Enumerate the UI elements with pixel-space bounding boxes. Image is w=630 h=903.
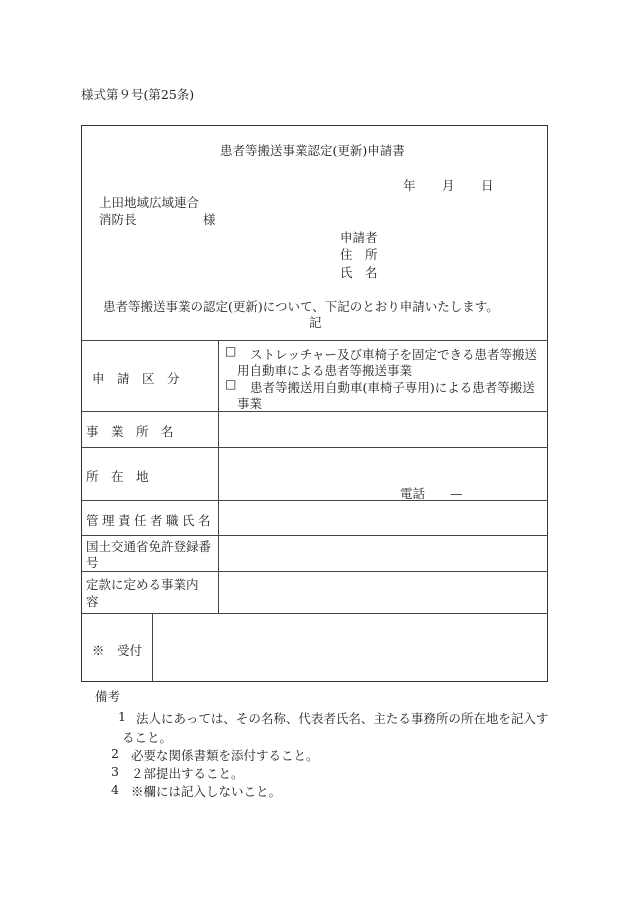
date-day[interactable]: 日 bbox=[481, 178, 494, 193]
option2-checkbox[interactable]: □ bbox=[225, 377, 237, 391]
addressee-chief: 消防長 bbox=[99, 212, 137, 227]
note-number: 3 bbox=[111, 764, 119, 779]
applicant-name-label[interactable]: 氏 名 bbox=[340, 265, 378, 280]
business-label-line1: 定款に定める事業内 bbox=[86, 577, 199, 592]
date-year[interactable]: 年 bbox=[403, 178, 416, 193]
reception-label: ※ 受付 bbox=[92, 643, 143, 658]
office-name-field[interactable] bbox=[219, 412, 547, 446]
office-name-label: 事 業 所 名 bbox=[86, 424, 174, 439]
phone-label: 電話 — bbox=[400, 486, 463, 501]
note-number: 2 bbox=[111, 746, 119, 761]
license-field[interactable] bbox=[219, 536, 547, 570]
option1-text-line2: 用自動車による患者等搬送事業 bbox=[237, 363, 413, 378]
manager-label: 管理責任者職氏名 bbox=[86, 513, 215, 528]
notes-heading: 備考 bbox=[95, 689, 121, 704]
note-number: 4 bbox=[111, 782, 119, 797]
addressee-honorific: 様 bbox=[203, 212, 216, 227]
applicant-label: 申請者 bbox=[340, 230, 378, 245]
date-month[interactable]: 月 bbox=[442, 178, 455, 193]
manager-field[interactable] bbox=[219, 501, 547, 534]
option1-checkbox[interactable]: □ bbox=[225, 344, 237, 358]
addressee-org: 上田地域広域連合 bbox=[99, 195, 200, 210]
note-text-continued: ること。 bbox=[122, 730, 173, 745]
reception-field bbox=[153, 614, 547, 681]
row-divider bbox=[81, 340, 548, 341]
form-number: 様式第９号(第25条) bbox=[81, 87, 195, 102]
location-field[interactable] bbox=[219, 448, 547, 499]
option1-text-line1: ストレッチャー及び車椅子を固定できる患者等搬送 bbox=[250, 347, 538, 362]
form-title: 患者等搬送事業認定(更新)申請書 bbox=[220, 143, 405, 158]
location-label: 所 在 地 bbox=[86, 469, 149, 484]
note-text: 必要な関係書類を添付すること。 bbox=[131, 748, 319, 763]
business-label-line2: 容 bbox=[86, 594, 99, 609]
applicant-address-label[interactable]: 住 所 bbox=[340, 247, 378, 262]
license-label-line2: 号 bbox=[86, 555, 99, 570]
note-number: 1 bbox=[118, 709, 126, 724]
category-label: 申 請 区 分 bbox=[92, 371, 180, 386]
note-text: 法人にあっては、その名称、代表者氏名、主たる事務所の所在地を記入す bbox=[136, 711, 549, 726]
business-field[interactable] bbox=[219, 572, 547, 612]
license-label-line1: 国土交通省免許登録番 bbox=[86, 539, 212, 554]
option2-text-line1: 患者等搬送用自動車(車椅子専用)による患者等搬送 bbox=[250, 380, 535, 395]
note-text: ２部提出すること。 bbox=[131, 766, 244, 781]
ki-mark: 記 bbox=[309, 315, 322, 330]
option2-text-line2: 事業 bbox=[237, 396, 263, 411]
note-text: ※欄には記入しないこと。 bbox=[131, 784, 282, 799]
statement: 患者等搬送事業の認定(更新)について、下記のとおり申請いたします。 bbox=[103, 299, 499, 314]
